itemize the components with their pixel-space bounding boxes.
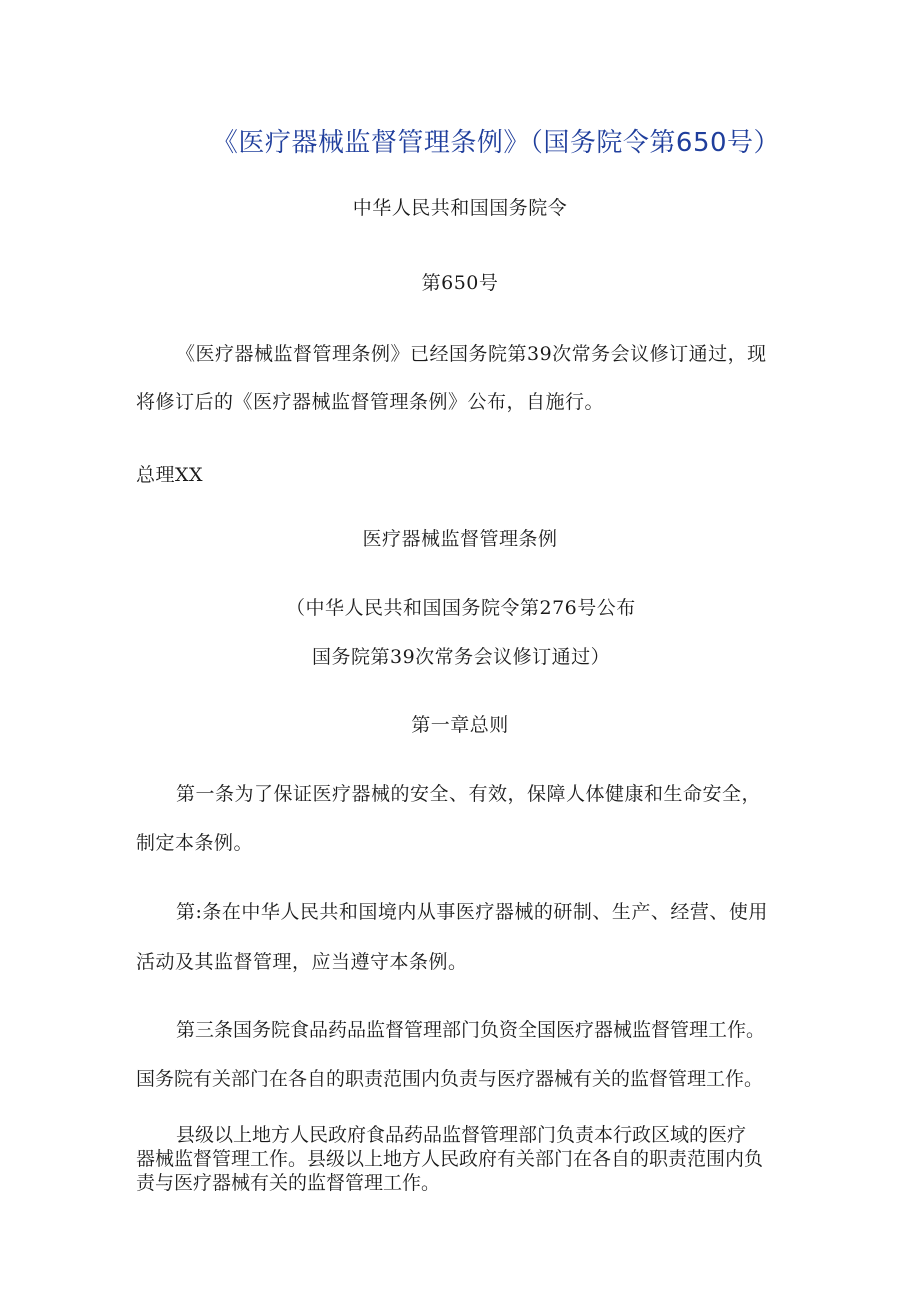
article-3-para-2-line-3: 责与医疗器械有关的监督管理工作。 <box>136 1172 441 1194</box>
article-3-line-2: 国务院有关部门在各自的职责范围内负责与医疗器械有关的监督管理工作。 <box>136 1068 764 1090</box>
regulation-title: 医疗器械监督管理条例 <box>362 528 558 550</box>
article-3-para-2-line-1: 县级以上地方人民政府食品药品监督管理部门负责本行政区域的医疗 <box>176 1124 747 1146</box>
article-1-line-2: 制定本条例。 <box>136 832 254 854</box>
chapter-heading: 第一章总则 <box>411 714 509 736</box>
article-3-line-1: 第三条国务院食品药品监督管理部门负资全国医疗器械监督管理工作。 <box>176 1019 766 1041</box>
article-3-para-2-line-2: 器械监督管理工作。县级以上地方人民政府有关部门在各自的职责范围内负 <box>136 1148 764 1170</box>
document-title: 《医疗器械监督管理条例》（国务院令第650号） <box>211 128 781 158</box>
order-number: 第650号 <box>421 272 499 294</box>
article-2-line-1: 第:条在中华人民共和国境内从事医疗器械的研制、生产、经营、使用 <box>176 901 768 923</box>
publication-note-line-1: （中华人民共和国国务院令第276号公布 <box>286 597 636 619</box>
issuer-line: 中华人民共和国国务院令 <box>352 197 568 219</box>
article-2-line-2: 活动及其监督管理，应当遵守本条例。 <box>136 951 468 973</box>
publication-note-line-2: 国务院第39次常务会议修订通过） <box>312 646 611 668</box>
signature: 总理XX <box>136 464 204 486</box>
article-1-line-1: 第一条为了保证医疗器械的安全、有效，保障人体健康和生命安全， <box>176 783 762 805</box>
preamble-line-1: 《医疗器械监督管理条例》已经国务院第39次常务会议修订通过，现 <box>176 343 767 365</box>
preamble-line-2: 将修订后的《医疗器械监督管理条例》公布，自施行。 <box>136 391 605 413</box>
